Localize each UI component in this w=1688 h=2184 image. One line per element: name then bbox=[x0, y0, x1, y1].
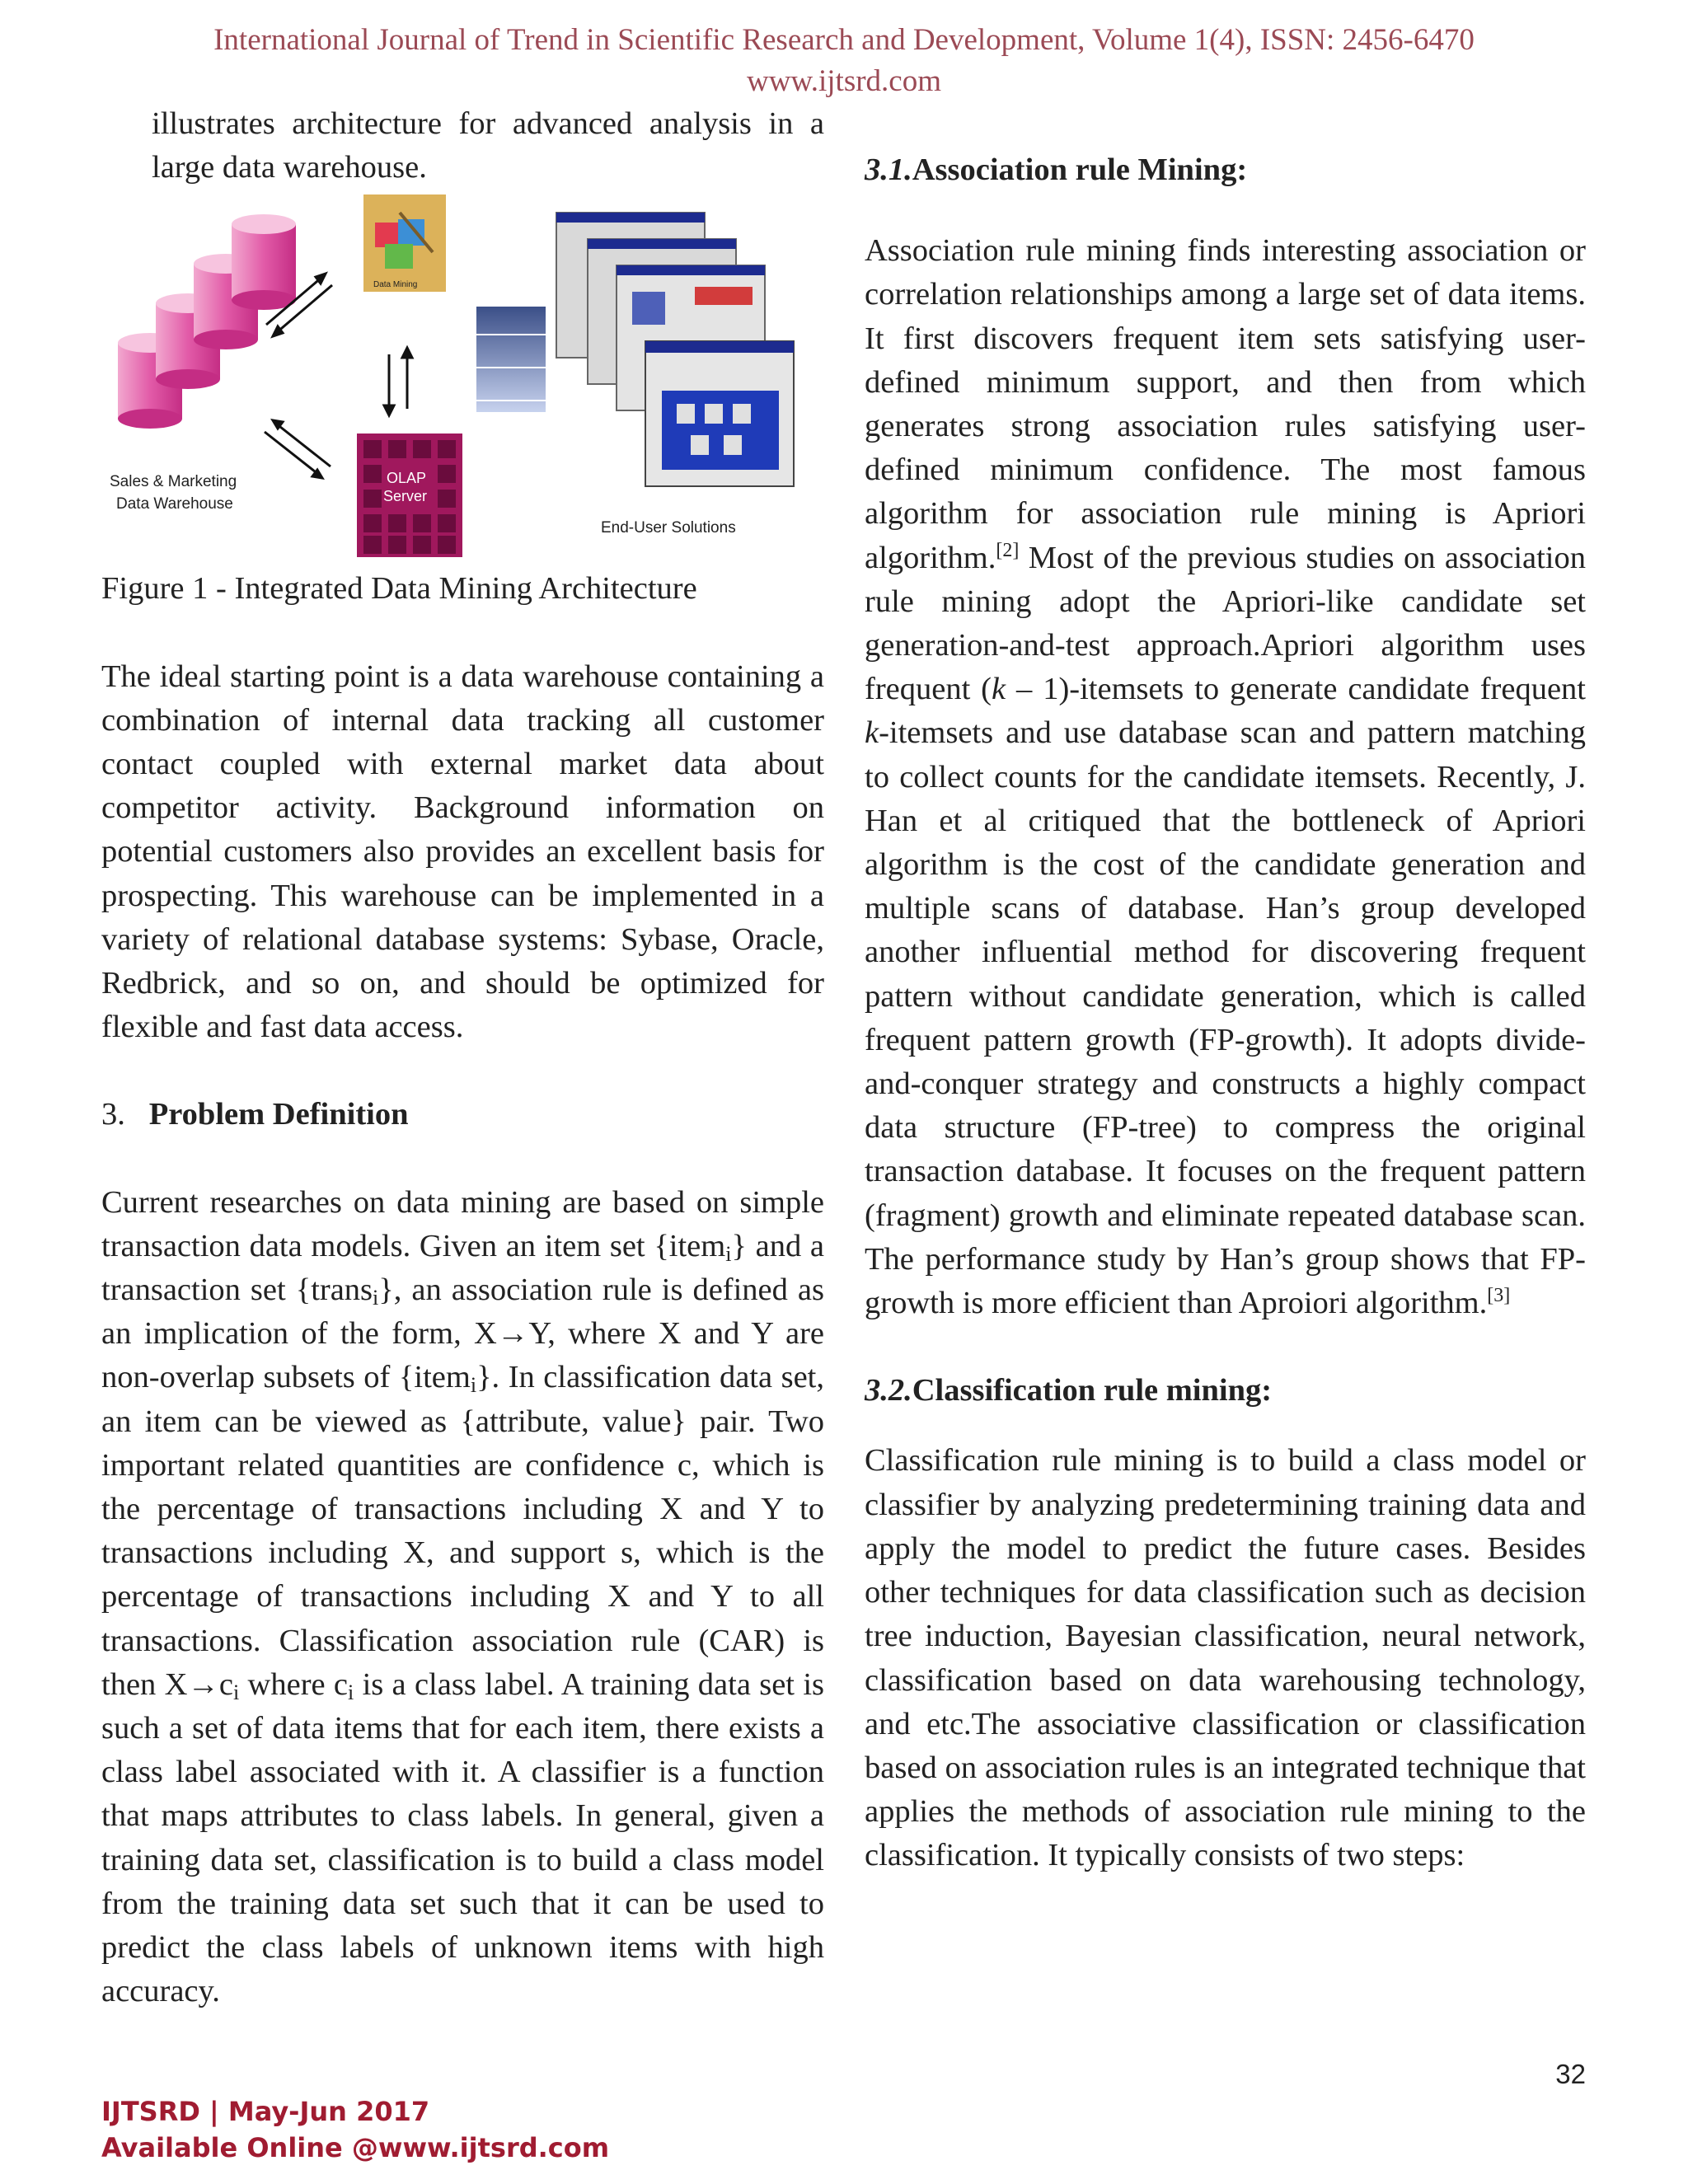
journal-header bbox=[0, 20, 1688, 102]
journal-url-line: www.ijtsrd.com bbox=[746, 64, 942, 98]
citation-3: [3] bbox=[1487, 1285, 1511, 1307]
p1-sub-1: i bbox=[725, 1241, 732, 1266]
section-3-number: 3. bbox=[101, 1097, 125, 1132]
intro-text: illustrates architecture for advanced analysis in a large data warehouse. bbox=[152, 106, 824, 185]
journal-title-line: International Journal of Trend in Scientific Research and Development, Volume 1(4), ISSN: 2456-6470 bbox=[213, 23, 1475, 57]
p1-part-e: where c bbox=[239, 1666, 349, 1702]
olap-server-icon bbox=[357, 434, 462, 557]
p1-sub-3: i bbox=[470, 1373, 477, 1398]
subsection-3-2-number: 3.2. bbox=[865, 1373, 912, 1408]
label-end-user-solutions: End-User Solutions bbox=[601, 519, 736, 537]
subsection-3-2-heading bbox=[865, 1369, 1586, 1413]
p1-part-d: }. In classification data set, an item can be viewed as {attribute, value} pair. Two important related quantities are confidence c, which is the percentage of transactions including X and Y to transactions including X, and support s, which is the percentage of transactions including X and Y to all transactions. Classification association rule (CAR) is then X→c bbox=[101, 1360, 824, 1702]
subsection-3-1-number: 3.1. bbox=[865, 152, 912, 187]
footer-available-online: Available Online @www.ijtsrd.com bbox=[101, 2132, 610, 2163]
page-number: 32 bbox=[1555, 2059, 1586, 2089]
subsection-3-2-title: Classification rule mining: bbox=[912, 1373, 1273, 1408]
paragraph-association-rule bbox=[865, 229, 1586, 1325]
label-data-warehouse: Data Warehouse bbox=[116, 495, 233, 513]
r1-part-c: – 1)-itemsets to generate candidate frequent bbox=[1006, 672, 1586, 707]
subsection-3-1-title: Association rule Mining: bbox=[912, 152, 1248, 187]
citation-2: [2] bbox=[996, 539, 1020, 561]
figure-1 bbox=[101, 194, 824, 570]
r1-part-a: Association rule mining finds interesting association or correlation relationships among a large set of data items. It first discovers frequent item sets satisfying user-defined minimum support, and then from which generates strong association rules satisfying user-defined minimum confidence. The most famous algorithm for association rule mining is Apriori algorithm. bbox=[865, 233, 1586, 575]
r1-part-d: -itemsets and use database scan and pattern matching to collect counts for the candidate itemsets. Recently, J. Han et al critiqued that the bottleneck of Apriori algorithm is the cost of the candidate generation and multiple scans of database. Han’s group developed another influential method for discovering frequent pattern without candidate generation, which is called frequent pattern growth (FP-growth). It adopts divide-and-conquer strategy and constructs a highly compact data structure (FP-tree) to compress the original transaction database. It focuses on the frequent pattern (fragment) growth and eliminate repeated database scan. The performance study by Han’s group shows that FP-growth is more efficient than Aproiori algorithm. bbox=[865, 715, 1586, 1321]
footer bbox=[101, 2093, 609, 2166]
r1-k-1: k bbox=[992, 672, 1006, 707]
paragraph-problem-definition bbox=[101, 1181, 824, 2014]
p1-part-f: is a class label. A training data set is such a set of data items that for each item, there exists a class label associated with it. A classifier is a function that maps attributes to class labels. In general, given a training data set, classification is to build a class model from the training data set such that it can be used to predict the class labels of unknown items with high accuracy. bbox=[101, 1666, 824, 2009]
section-3-title: Problem Definition bbox=[148, 1097, 409, 1132]
end-user-windows-icon bbox=[556, 213, 794, 486]
label-data-mining: Data Mining bbox=[373, 280, 418, 290]
bars-icon bbox=[476, 307, 546, 412]
r1-k-2: k bbox=[865, 715, 879, 751]
paragraph-warehouse: The ideal starting point is a data warehouse containing a combination of internal data tracking all customer contact coupled with external market data about competitor activity. Background information on potential customers also provides an excellent basis for prospecting. This warehouse can be implemented in a variety of relational database systems: Sybase, Oracle, Redbrick, and so on, and should be optimized for flexible and fast data access. bbox=[101, 658, 824, 1045]
p1-part-c: }, an association rule is defined as an implication of the form, X→Y, where X and Y are non-overlap subsets of {item bbox=[101, 1272, 824, 1395]
subsection-3-1-heading bbox=[865, 148, 1586, 192]
paragraph-classification-rule: Classification rule mining is to build a class model or classifier by analyzing predetermining training data and apply the model to predict the future cases. Besides other techniques for data classification such as decision tree induction, Bayesian classification, neural network, classification based on data warehousing technology, and etc.The associative classification or classification based on association rules is an integrated technique that applies the methods of association rule mining to the classification. It typically consists of two steps: bbox=[865, 1443, 1586, 1873]
p1-sub-5: i bbox=[348, 1680, 354, 1704]
right-column bbox=[865, 148, 1586, 1878]
p1-sub-2: i bbox=[373, 1286, 379, 1310]
p1-sub-4: i bbox=[233, 1680, 240, 1704]
footer-journal-issue: IJTSRD | May-Jun 2017 bbox=[101, 2096, 430, 2127]
figure-caption: Figure 1 - Integrated Data Mining Architecture bbox=[101, 571, 697, 607]
architecture-diagram bbox=[101, 194, 824, 570]
left-column bbox=[101, 102, 824, 2014]
label-olap: OLAP bbox=[387, 470, 427, 487]
section-3-heading bbox=[101, 1093, 824, 1137]
data-mining-icon bbox=[363, 194, 446, 292]
r1-part-b: Most of the previous studies on association rule mining adopt the Apriori-like candidate set generation-and-test approach.Apriori algorithm uses frequent ( bbox=[865, 540, 1586, 707]
p1-part-b: } and a transaction set {trans bbox=[101, 1228, 825, 1308]
label-sales-marketing: Sales & Marketing bbox=[110, 473, 237, 491]
p1-part-a: Current researches on data mining are based on simple transaction data models. Given an item set {item bbox=[101, 1184, 824, 1263]
label-server: Server bbox=[383, 488, 428, 505]
